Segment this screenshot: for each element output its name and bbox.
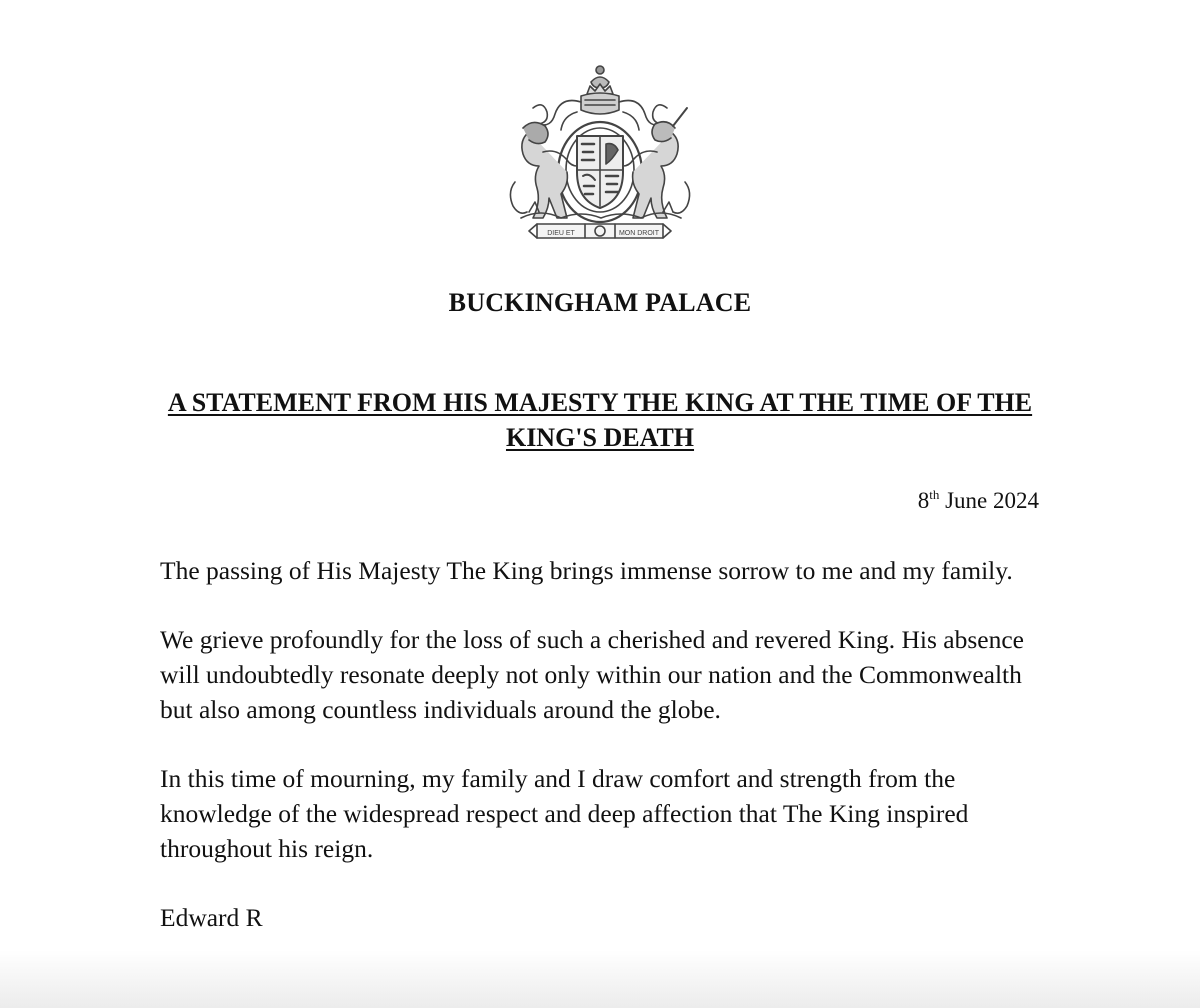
statement-title: A STATEMENT FROM HIS MAJESTY THE KING AT THE TIME OF THE KING'S DEATH [167,388,1033,452]
crest-motto-left: DIEU ET [547,230,575,237]
date-day-suffix: th [929,487,940,502]
royal-coat-of-arms-icon [503,62,697,242]
date-day: 8 [917,488,930,513]
bottom-shadow [0,950,1200,1008]
statement-body [160,553,1050,969]
statement-paragraph: The passing of His Majesty The King brings immense sorrow to me and my family. [160,556,1013,585]
statement-paragraph: We grieve profoundly for the loss of such a cherished and revered King. His absence will undoubtedly resonate deeply not only within our nation and the Commonwealth but also among countless individuals around the globe. [160,625,1024,724]
organisation-heading: BUCKINGHAM PALACE [448,288,752,317]
statement-paragraph: In this time of mourning, my family and I draw comfort and strength from the knowledge of the widespread respect and deep affection that The King inspired throughout his reign. [160,764,969,863]
signature: Edward R [160,903,263,932]
statement-date [918,488,1039,514]
crest-motto-right: MON DROIT [618,230,660,237]
date-month-year: June 2024 [945,488,1039,513]
